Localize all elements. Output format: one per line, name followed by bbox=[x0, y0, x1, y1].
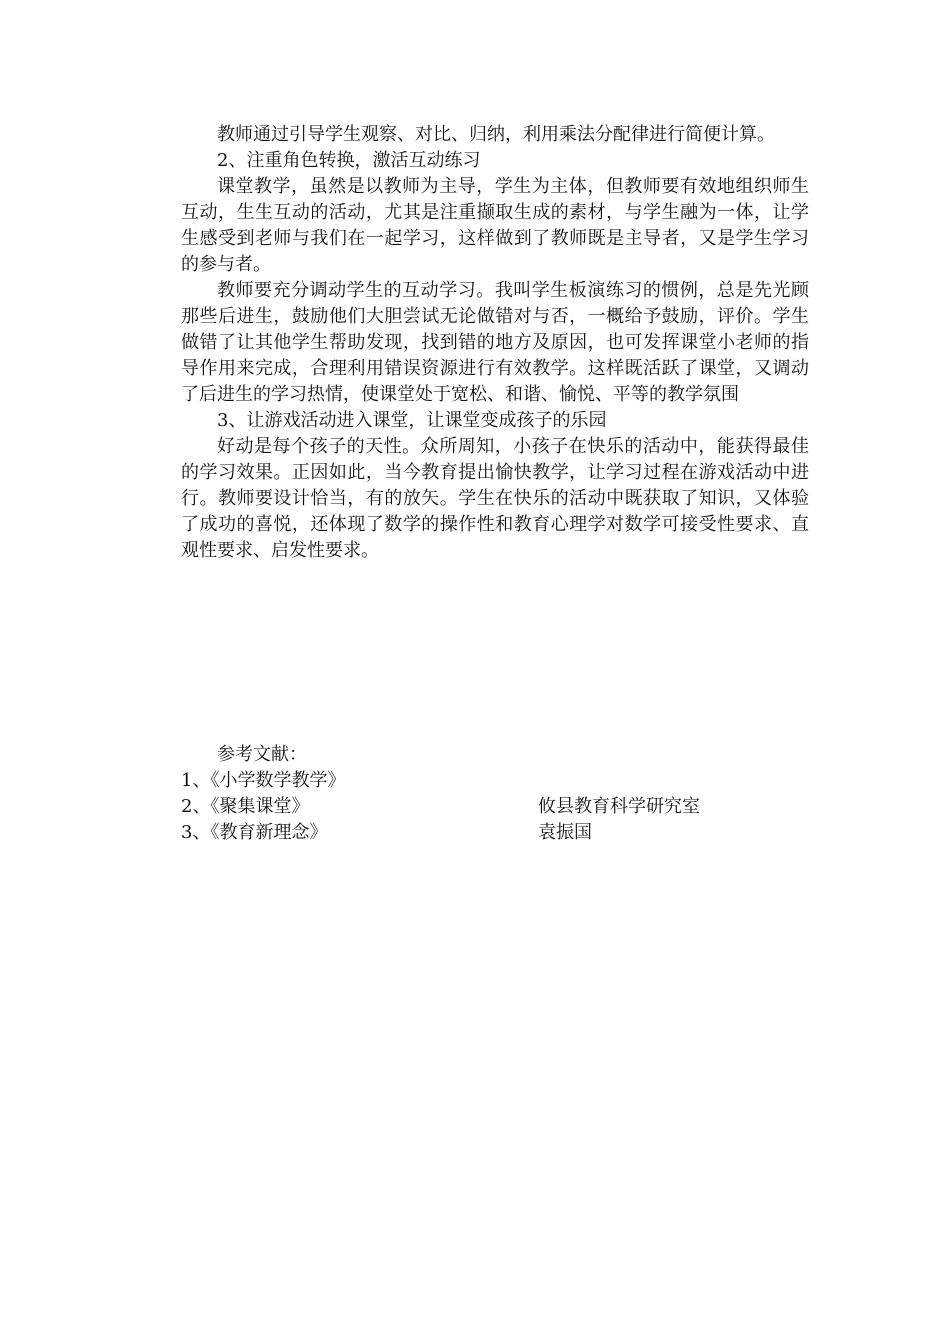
paragraph-intro: 教师通过引导学生观察、对比、归纳，利用乘法分配律进行简便计算。 bbox=[217, 124, 775, 145]
heading-role-switch: 2、注重角色转换，激活互动练习 bbox=[217, 150, 481, 171]
reference-book-title bbox=[181, 768, 538, 794]
references-title: 参考文献： bbox=[217, 744, 307, 765]
reference-item bbox=[181, 794, 809, 820]
reference-title-text: 《小学数学教学》 bbox=[210, 770, 346, 791]
body-text bbox=[181, 122, 809, 564]
heading-games: 3、让游戏活动进入课堂，让课堂变成孩子的乐园 bbox=[217, 410, 607, 431]
paragraph-classroom-teaching: 课堂教学，虽然是以教师为主导，学生为主体，但教师要有效地组织师生互动，生生互动的活动，尤其是注重撷取生成的素材，与学生融为一体，让学生感受到老师与我们在一起学习，这样做到了教师既是主导者，又是学生学习的参与者。 bbox=[181, 176, 809, 275]
reference-author: 袁振国 bbox=[538, 822, 592, 843]
reference-number: 2、 bbox=[181, 796, 211, 817]
reference-number: 3、 bbox=[181, 822, 211, 843]
reference-item bbox=[181, 820, 809, 846]
paragraph-games: 好动是每个孩子的天性。众所周知，小孩子在快乐的活动中，能获得最佳的学习效果。正因如此，当今教育提出愉快教学，让学习过程在游戏活动中进行。教师要设计恰当，有的放矢。学生在快乐的活动中既获取了知识，又体验了成功的喜悦，还体现了数学的操作性和教育心理学对数学可接受性要求、直观性要求、启发性要求。 bbox=[181, 436, 809, 561]
reference-item bbox=[181, 768, 809, 794]
reference-title-text: 《聚集课堂》 bbox=[210, 796, 310, 817]
reference-number: 1、 bbox=[181, 770, 211, 791]
references-section bbox=[181, 742, 809, 846]
reference-title-text: 《教育新理念》 bbox=[210, 822, 328, 843]
reference-book-title bbox=[181, 794, 538, 820]
reference-author: 攸县教育科学研究室 bbox=[538, 796, 700, 817]
reference-book-title bbox=[181, 820, 538, 846]
paragraph-interactive-learning: 教师要充分调动学生的互动学习。我叫学生板演练习的惯例，总是先光顾那些后进生，鼓励他们大胆尝试无论做错对与否，一概给予鼓励，评价。学生做错了让其他学生帮助发现，找到错的地方及原因，也可发挥课堂小老师的指导作用来完成，合理利用错误资源进行有效教学。这样既活跃了课堂，又调动了后进生的学习热情，使课堂处于宽松、和谐、愉悦、平等的教学氛围 bbox=[181, 280, 809, 405]
